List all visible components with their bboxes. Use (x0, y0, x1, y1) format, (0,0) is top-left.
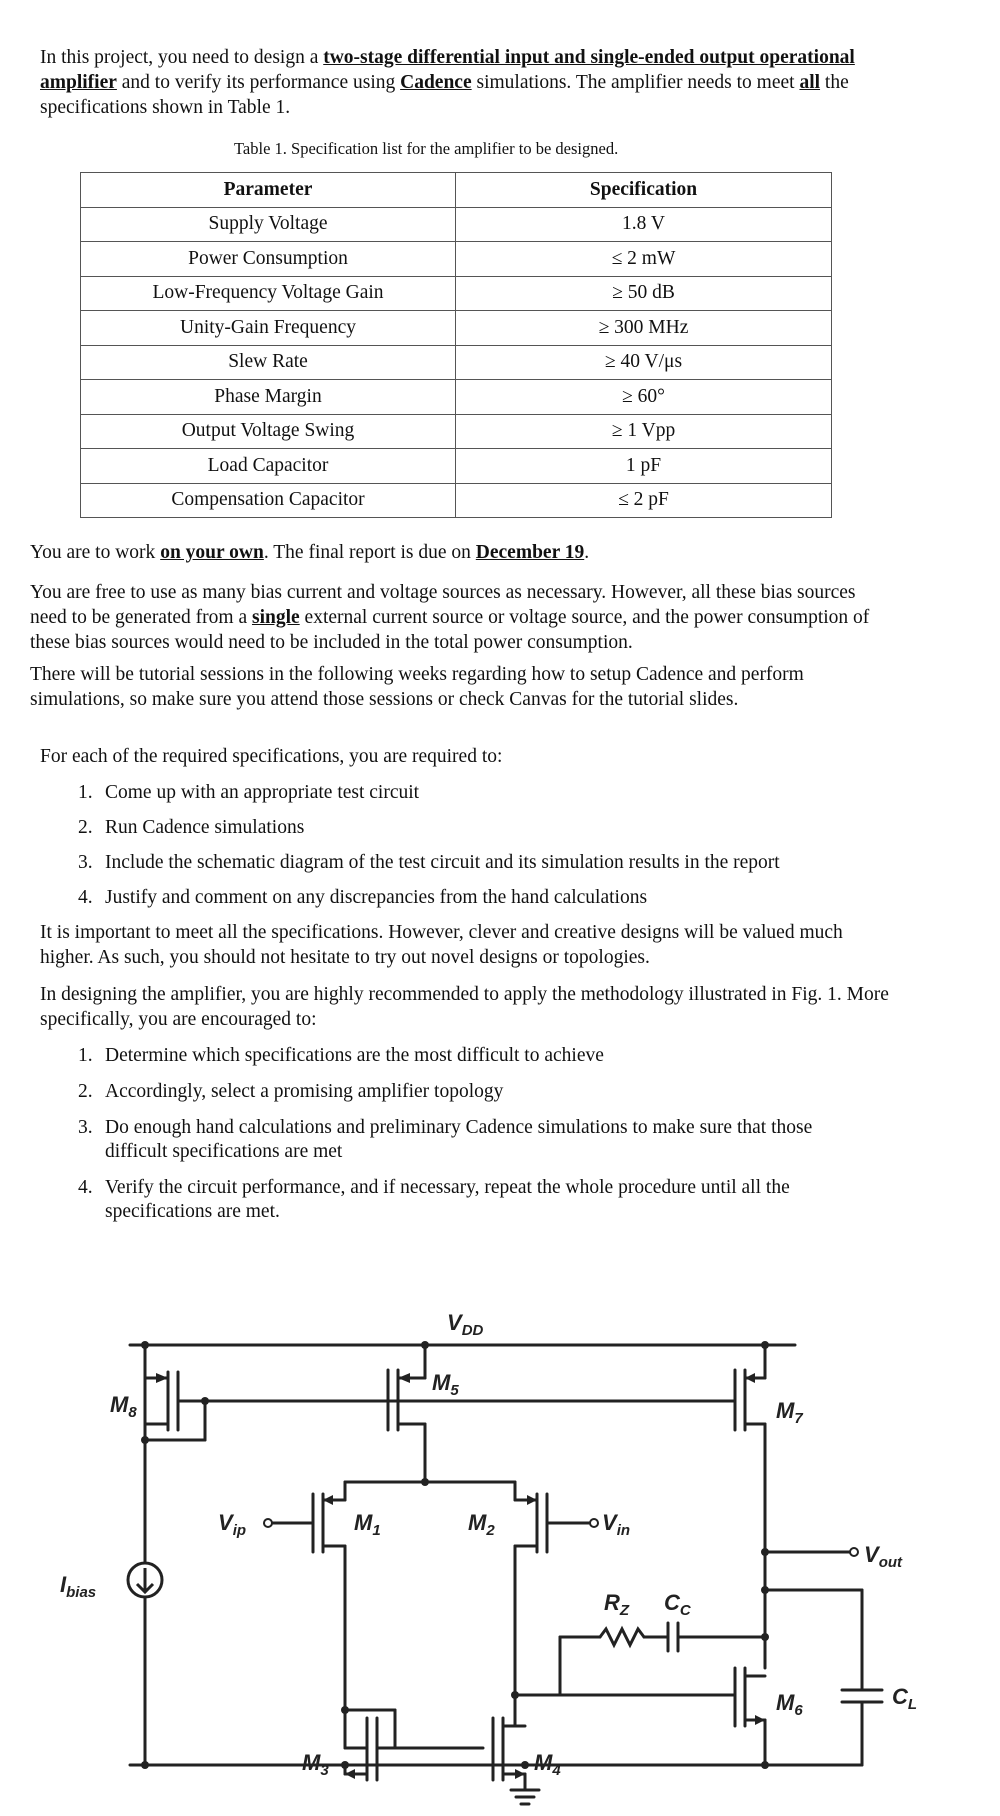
junction-dot (141, 1761, 149, 1769)
work-emphasis: on your own (160, 542, 264, 563)
label-main: R (604, 1590, 620, 1615)
m1-label (354, 1510, 381, 1539)
parameter-cell: Phase Margin (81, 380, 456, 415)
list-item (40, 851, 890, 875)
label-main: V (864, 1542, 879, 1567)
two-stage-opamp-schematic (0, 1290, 1000, 1816)
specification-cell: ≥ 60° (456, 380, 832, 415)
list-text: Verify the circuit performance, and if necessary, repeat the whole procedure until all the specifications are met. (105, 1177, 790, 1222)
list-text: Accordingly, select a promising amplifier topology (105, 1081, 504, 1102)
list-item (40, 886, 890, 910)
vin-terminal (590, 1519, 598, 1527)
intro-paragraph (40, 45, 886, 120)
specification-cell: ≤ 2 pF (456, 483, 832, 518)
vout-terminal (850, 1548, 858, 1556)
vip-label (218, 1510, 246, 1539)
label-sub: out (878, 1554, 903, 1571)
table-row (81, 345, 832, 380)
table-header-row (81, 173, 832, 208)
list-number: 4. (78, 1177, 93, 1198)
due-date: December 19 (475, 542, 585, 563)
parameter-cell: Power Consumption (81, 242, 456, 277)
label-sub: 8 (128, 1404, 137, 1421)
junction-dot (141, 1341, 149, 1349)
rz-resistor (600, 1629, 644, 1645)
parameter-cell: Compensation Capacitor (81, 483, 456, 518)
m8-label (110, 1392, 137, 1421)
list-item (40, 1176, 860, 1224)
bias-text: You are free to use as many bias current and voltage sources as necessary. However, all these bias sources need to be generated from a (30, 582, 856, 628)
cl-label (892, 1684, 917, 1713)
rz-label (604, 1590, 630, 1619)
m5-label (432, 1370, 459, 1399)
label-main: M (302, 1750, 321, 1775)
required-intro: For each of the required specifications, you are required to: (40, 746, 503, 767)
m7-label (776, 1398, 803, 1427)
list-item (40, 781, 890, 805)
intro-text: the specifications shown in Table 1. (40, 72, 849, 118)
intro-text: In this project, you need to design a (40, 47, 324, 68)
label-sub: in (616, 1522, 631, 1539)
junction-dot (761, 1761, 769, 1769)
bias-emphasis: single (251, 607, 300, 628)
vin-label (602, 1510, 630, 1539)
list-number: 1. (78, 782, 93, 803)
label-main: M (534, 1750, 553, 1775)
spec-table (80, 172, 832, 518)
tutorial-paragraph: There will be tutorial sessions in the following weeks regarding how to setup Cadence and perform simulations, so make sure you attend those sessions or check Canvas for the tutorial slides. (30, 664, 804, 710)
table-caption: Table 1. Specification list for the amplifier to be designed. (234, 139, 619, 158)
cc-label (664, 1590, 692, 1619)
label-sub: 3 (320, 1762, 329, 1779)
list-item (40, 1044, 860, 1068)
label-main: V (218, 1510, 233, 1535)
specification-cell: 1 pF (456, 449, 832, 484)
specification-cell: ≥ 1 Vpp (456, 414, 832, 449)
junction-dot (761, 1548, 769, 1556)
label-sub: 7 (794, 1410, 803, 1427)
table-row (81, 242, 832, 277)
table-row (81, 414, 832, 449)
bias-text: external current source or voltage source, and the power consumption of these bias sources would need to be included in the total power consumption. (30, 607, 870, 653)
specification-cell: ≥ 300 MHz (456, 311, 832, 346)
junction-dot (761, 1586, 769, 1594)
specification-cell: ≥ 50 dB (456, 276, 832, 311)
specification-cell: ≥ 40 V/μs (456, 345, 832, 380)
label-main: M (432, 1370, 451, 1395)
work-text: . The final report is due on (263, 542, 476, 563)
label-sub: bias (66, 1584, 97, 1601)
m5-arrow-icon (398, 1373, 410, 1383)
m4-label (534, 1750, 561, 1779)
m8-arrow-icon (156, 1373, 168, 1383)
list-text: Run Cadence simulations (105, 817, 305, 838)
label-sub: 4 (552, 1762, 561, 1779)
list-number: 4. (78, 887, 93, 908)
junction-dot (141, 1436, 149, 1444)
list-number: 3. (78, 852, 93, 873)
label-sub: Z (619, 1602, 630, 1619)
list-item (40, 1116, 860, 1164)
table-row (81, 483, 832, 518)
list-number: 2. (78, 817, 93, 838)
specification-cell: 1.8 V (456, 207, 832, 242)
methodology-intro: In designing the amplifier, you are highly recommended to apply the methodology illustrated in Fig. 1. More specifically, you are encouraged to: (40, 984, 889, 1030)
label-sub: ip (232, 1522, 247, 1539)
label-main: M (110, 1392, 129, 1417)
list-item (40, 1080, 860, 1104)
junction-dot (421, 1341, 429, 1349)
vdd-label (447, 1310, 484, 1339)
junction-dot (201, 1397, 209, 1405)
parameter-cell: Slew Rate (81, 345, 456, 380)
label-main: V (447, 1310, 462, 1335)
label-main: C (664, 1590, 680, 1615)
table-row (81, 449, 832, 484)
junction-dot (761, 1633, 769, 1641)
list-text: Do enough hand calculations and preliminary Cadence simulations to make sure that those difficult specifications are met (105, 1117, 813, 1162)
parameter-cell: Low-Frequency Voltage Gain (81, 276, 456, 311)
list-text: Come up with an appropriate test circuit (105, 782, 420, 803)
parameter-cell: Unity-Gain Frequency (81, 311, 456, 346)
label-sub: 1 (372, 1522, 381, 1539)
intro-text: simulations. The amplifier needs to meet (471, 72, 800, 93)
label-main: V (602, 1510, 617, 1535)
label-sub: C (679, 1602, 691, 1619)
required-list (40, 781, 890, 910)
label-main: I (60, 1572, 67, 1597)
parameter-cell: Supply Voltage (81, 207, 456, 242)
junction-dot (521, 1761, 529, 1769)
parameter-cell: Output Voltage Swing (81, 414, 456, 449)
important-paragraph: It is important to meet all the specifications. However, clever and creative designs will be valued much higher. As such, you should not hesitate to try out novel designs or topologies. (40, 922, 843, 968)
label-sub: L (907, 1696, 918, 1713)
label-main: M (468, 1510, 487, 1535)
table-row (81, 380, 832, 415)
table-row (81, 311, 832, 346)
label-sub: 5 (450, 1382, 459, 1399)
ibias-label (60, 1572, 96, 1601)
label-sub: 2 (486, 1522, 495, 1539)
label-main: M (776, 1690, 795, 1715)
junction-dot (341, 1761, 349, 1769)
m2-label (468, 1510, 495, 1539)
work-text: . (584, 542, 590, 563)
work-paragraph (30, 540, 900, 565)
intro-topic: two-stage differential input and single-ended output operational amplifier (40, 47, 855, 93)
label-sub: DD (461, 1322, 484, 1339)
vip-terminal (264, 1519, 272, 1527)
table-row (81, 276, 832, 311)
list-text: Include the schematic diagram of the test circuit and its simulation results in the report (105, 852, 780, 873)
intro-tool: Cadence (400, 72, 472, 93)
specification-cell: ≤ 2 mW (456, 242, 832, 277)
circuit-labels (60, 1310, 917, 1779)
circuit-wires (130, 1345, 882, 1804)
intro-text: and to verify its performance using (116, 72, 401, 93)
header-specification: Specification (456, 173, 832, 208)
methodology-list (40, 1044, 860, 1224)
parameter-cell: Load Capacitor (81, 449, 456, 484)
label-main: M (354, 1510, 373, 1535)
list-item (40, 816, 890, 840)
junction-dot (421, 1478, 429, 1486)
junction-dot (511, 1691, 519, 1699)
list-number: 1. (78, 1045, 93, 1066)
m6-label (776, 1690, 803, 1719)
header-parameter: Parameter (81, 173, 456, 208)
list-text: Determine which specifications are the most difficult to achieve (105, 1045, 604, 1066)
junction-dot (341, 1706, 349, 1714)
label-sub: 6 (794, 1702, 803, 1719)
intro-emphasis: all (799, 72, 821, 93)
label-main: M (776, 1398, 795, 1423)
table-row (81, 207, 832, 242)
list-number: 3. (78, 1117, 93, 1138)
junction-dots (141, 1341, 769, 1769)
work-text: You are to work (30, 542, 161, 563)
junction-dot (761, 1341, 769, 1349)
list-text: Justify and comment on any discrepancies from the hand calculations (105, 887, 648, 908)
label-main: C (892, 1684, 908, 1709)
vout-label (864, 1542, 903, 1571)
list-number: 2. (78, 1081, 93, 1102)
m3-label (302, 1750, 329, 1779)
bias-paragraph (30, 580, 890, 655)
